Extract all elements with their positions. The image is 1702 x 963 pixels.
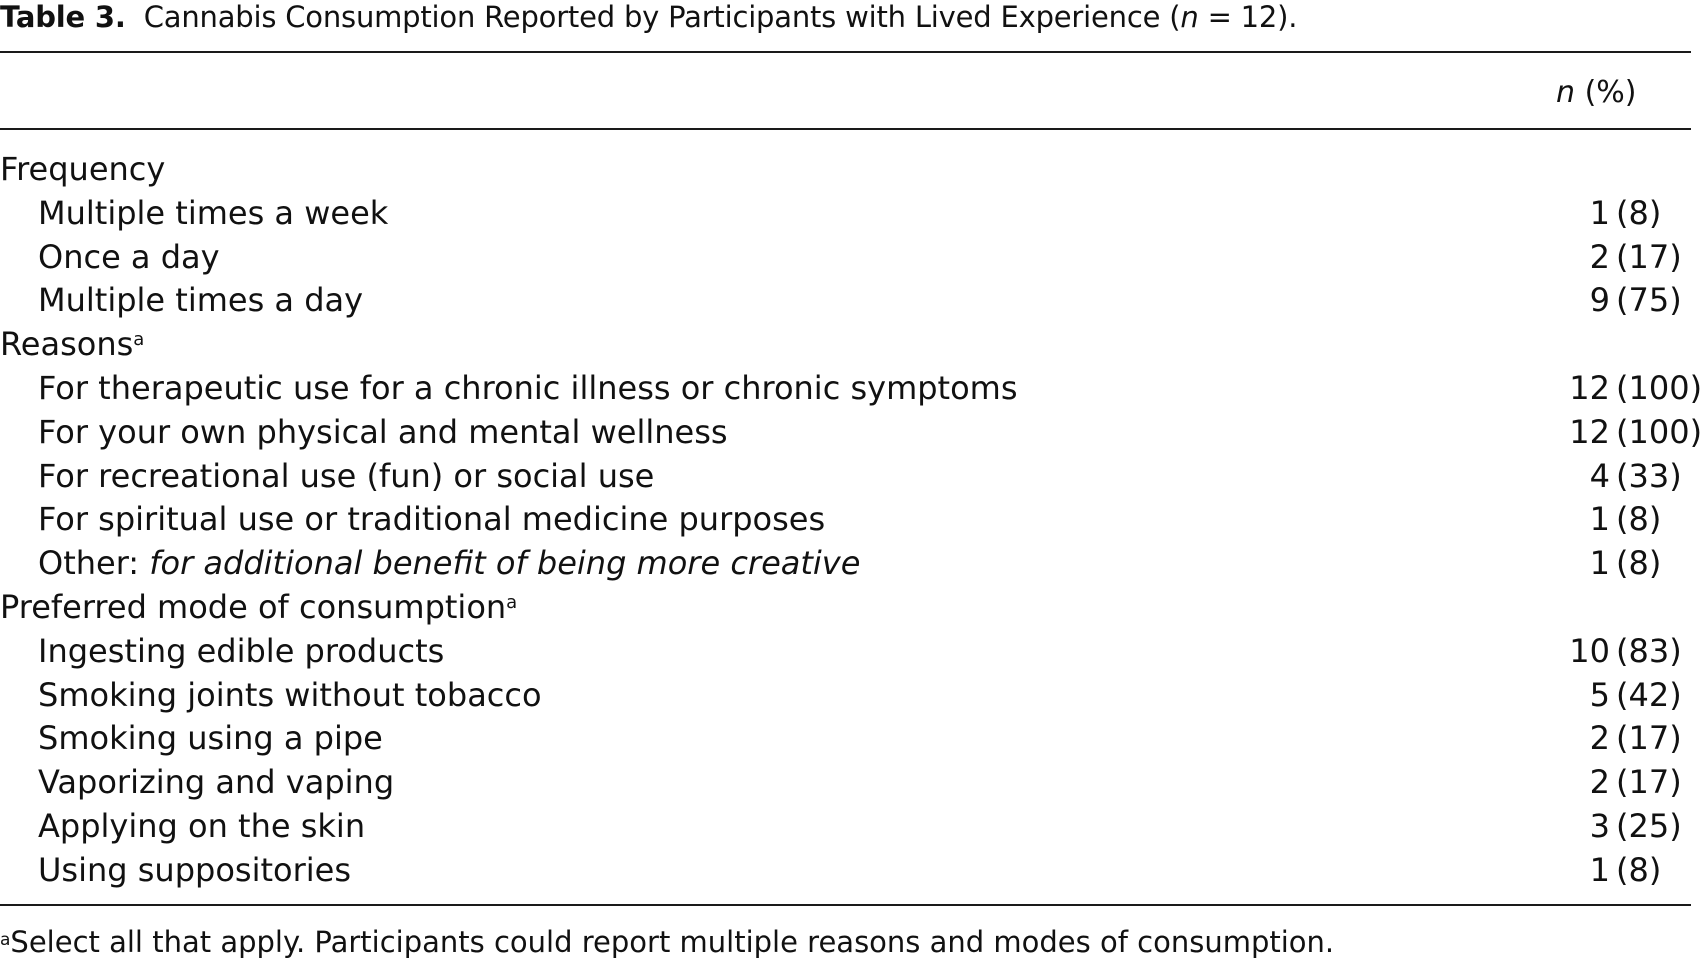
table-row [0,849,1691,893]
row-count: 2 [1589,763,1610,802]
table-caption-n-symbol: n [1180,0,1199,34]
table-row [0,498,1691,542]
table-row [0,630,1691,674]
row-value [1540,367,1702,409]
row-percent: (25) [1616,806,1682,845]
row-value [1540,455,1691,497]
row-value [1540,279,1691,321]
row-label [38,805,365,847]
row-label-text: Ingesting edible products [38,631,445,670]
row-count: 4 [1589,456,1610,495]
row-label [38,192,388,234]
row-value [1540,192,1691,234]
section-header [0,148,1691,192]
table-row [0,411,1702,455]
row-count: 12 [1569,412,1610,451]
row-value [1540,761,1691,803]
section-label-text: Preferred mode of consumption [0,587,507,626]
row-label-italic: for additional benefit of being more creative [149,544,861,583]
table-footnote [0,925,1334,959]
table-body [0,148,1702,893]
row-label [38,717,383,759]
row-percent: (83) [1616,631,1682,670]
row-label-text: Using suppositories [38,850,351,889]
table-row [0,279,1691,323]
row-label [38,367,1018,409]
row-value [1540,411,1702,453]
row-label [38,849,351,891]
row-value [1540,674,1691,716]
row-label [38,455,654,497]
row-label-text: Smoking joints without tobacco [38,675,542,714]
row-percent: (17) [1616,719,1682,758]
row-value [1540,805,1691,847]
row-value [1540,542,1691,584]
footnote-marker: a [0,930,11,950]
row-label-text: Other: [38,544,150,583]
row-label-text: For therapeutic use for a chronic illness or chronic symptoms [38,368,1018,407]
row-value [1540,630,1691,672]
footnote-text: Select all that apply. Participants could report multiple reasons and modes of consumption. [10,925,1335,959]
row-value [1540,849,1691,891]
row-label-text: Once a day [38,237,220,276]
row-count: 5 [1589,675,1610,714]
table-row [0,805,1691,849]
row-label-text: For recreational use (fun) or social use [38,456,655,495]
row-percent: (33) [1616,456,1682,495]
section-label [0,148,165,190]
table-title [0,0,1297,38]
footnote-marker: a [133,329,145,351]
row-label [38,630,444,672]
column-header [1556,76,1636,110]
row-label-text: Smoking using a pipe [38,719,383,758]
footnote-marker: a [506,591,518,613]
table-label: Table 3. [0,0,126,34]
row-label-text: Vaporizing and vaping [38,763,395,802]
row-count: 2 [1589,237,1610,276]
section-label [0,323,144,365]
row-percent: (8) [1616,850,1662,889]
table-row [0,761,1691,805]
row-count: 9 [1589,281,1610,320]
row-count: 2 [1589,719,1610,758]
table-row [0,542,1691,586]
row-label [38,761,394,803]
table-row [0,367,1702,411]
row-percent: (75) [1616,281,1682,320]
row-percent: (42) [1616,675,1682,714]
row-label [38,498,825,540]
table-row [0,674,1691,718]
row-label [38,542,860,584]
row-percent: (8) [1616,193,1662,232]
table-row [0,192,1691,236]
section-header [0,586,1691,630]
row-percent: (8) [1616,544,1662,583]
row-label [38,279,363,321]
table-caption-n-value: = 12). [1198,0,1298,34]
row-label-text: Multiple times a day [38,281,364,320]
row-percent: (100) [1616,368,1702,407]
row-label [38,411,728,453]
row-label [38,674,542,716]
row-label-text: For your own physical and mental wellness [38,412,728,451]
row-percent: (100) [1616,412,1702,451]
bottom-rule [0,904,1691,906]
row-label-text: Applying on the skin [38,806,366,845]
section-label-text: Reasons [0,325,134,364]
top-rule [0,51,1691,53]
row-count: 1 [1589,193,1610,232]
header-rule [0,128,1691,130]
row-label-text: Multiple times a week [38,193,389,232]
section-label-text: Frequency [0,150,166,188]
row-value [1540,498,1691,540]
row-label [38,236,220,278]
table-row [0,236,1691,280]
row-percent: (8) [1616,500,1662,539]
table-row [0,717,1691,761]
row-count: 3 [1589,806,1610,845]
row-count: 1 [1589,850,1610,889]
row-label-text: For spiritual use or traditional medicine purposes [38,500,826,539]
row-count: 10 [1569,631,1610,670]
row-percent: (17) [1616,237,1682,276]
row-value [1540,236,1691,278]
table-caption: Cannabis Consumption Reported by Participants with Lived Experience ( [143,0,1181,34]
section-label [0,586,517,628]
row-count: 1 [1589,500,1610,539]
section-header [0,323,1691,367]
column-header-n: n [1556,75,1576,110]
row-count: 1 [1589,544,1610,583]
column-header-pct: (%) [1584,75,1637,110]
row-value [1540,717,1691,759]
row-percent: (17) [1616,763,1682,802]
row-count: 12 [1569,368,1610,407]
table-row [0,455,1691,499]
